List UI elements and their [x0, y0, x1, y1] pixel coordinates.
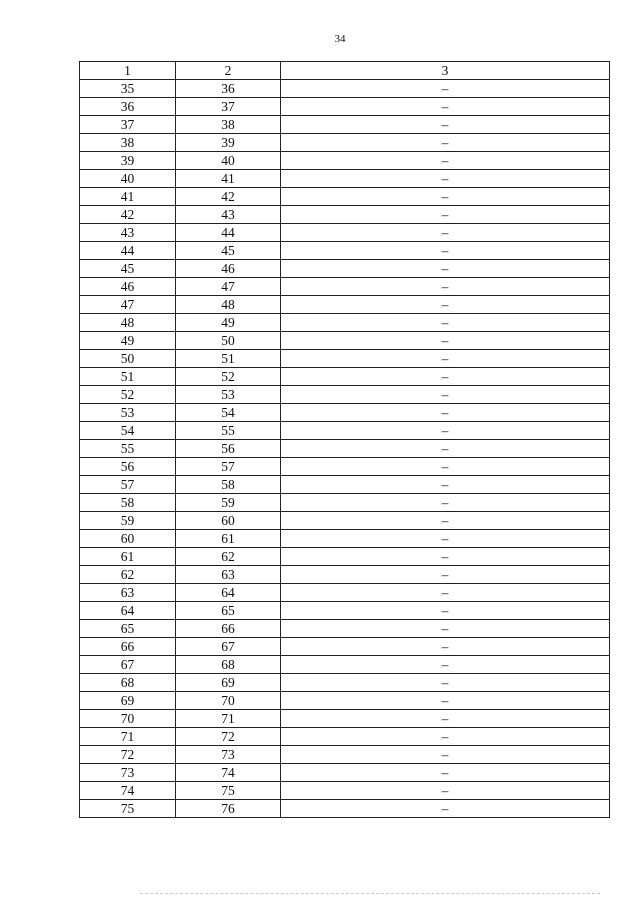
table-cell-col-1: 68 — [80, 674, 176, 692]
table-cell-col-2: 51 — [176, 350, 281, 368]
table-cell-col-3: – — [281, 656, 610, 674]
table-cell-col-1: 37 — [80, 116, 176, 134]
table-cell-col-3: – — [281, 800, 610, 818]
table-cell-col-3: – — [281, 494, 610, 512]
table-row — [80, 584, 610, 602]
table-cell-col-1: 52 — [80, 386, 176, 404]
table-cell-col-1: 73 — [80, 764, 176, 782]
table-row — [80, 332, 610, 350]
table-cell-col-3: – — [281, 134, 610, 152]
table-cell-col-3: – — [281, 188, 610, 206]
column-header-2: 2 — [176, 62, 281, 80]
table-row — [80, 800, 610, 818]
table-row — [80, 548, 610, 566]
table-cell-col-2: 44 — [176, 224, 281, 242]
table-cell-col-1: 62 — [80, 566, 176, 584]
table-cell-col-1: 35 — [80, 80, 176, 98]
table-cell-col-3: – — [281, 350, 610, 368]
table-row — [80, 566, 610, 584]
table-row — [80, 152, 610, 170]
table-row — [80, 80, 610, 98]
table-cell-col-2: 48 — [176, 296, 281, 314]
table-cell-col-2: 74 — [176, 764, 281, 782]
table-row — [80, 674, 610, 692]
table-row — [80, 422, 610, 440]
table-cell-col-2: 75 — [176, 782, 281, 800]
table-row — [80, 656, 610, 674]
table-cell-col-2: 45 — [176, 242, 281, 260]
table-cell-col-1: 38 — [80, 134, 176, 152]
table-cell-col-2: 59 — [176, 494, 281, 512]
table-row — [80, 98, 610, 116]
table-cell-col-2: 76 — [176, 800, 281, 818]
table-cell-col-3: – — [281, 422, 610, 440]
table-cell-col-1: 74 — [80, 782, 176, 800]
table-cell-col-2: 47 — [176, 278, 281, 296]
table-cell-col-1: 40 — [80, 170, 176, 188]
table-cell-col-3: – — [281, 80, 610, 98]
table-cell-col-3: – — [281, 602, 610, 620]
table-cell-col-1: 42 — [80, 206, 176, 224]
table-cell-col-1: 49 — [80, 332, 176, 350]
table-row — [80, 206, 610, 224]
table-row — [80, 782, 610, 800]
table-cell-col-2: 54 — [176, 404, 281, 422]
table-cell-col-3: – — [281, 584, 610, 602]
table-cell-col-2: 53 — [176, 386, 281, 404]
table-cell-col-3: – — [281, 170, 610, 188]
table-cell-col-1: 65 — [80, 620, 176, 638]
table-cell-col-1: 56 — [80, 458, 176, 476]
table-cell-col-2: 67 — [176, 638, 281, 656]
data-table — [79, 61, 610, 818]
table-cell-col-3: – — [281, 530, 610, 548]
table-cell-col-1: 71 — [80, 728, 176, 746]
table-cell-col-2: 69 — [176, 674, 281, 692]
table-cell-col-3: – — [281, 728, 610, 746]
table-row — [80, 638, 610, 656]
table-cell-col-1: 61 — [80, 548, 176, 566]
table-cell-col-2: 64 — [176, 584, 281, 602]
table-row — [80, 746, 610, 764]
table-cell-col-2: 73 — [176, 746, 281, 764]
table-cell-col-1: 44 — [80, 242, 176, 260]
table-row — [80, 116, 610, 134]
table-cell-col-2: 70 — [176, 692, 281, 710]
table-cell-col-3: – — [281, 116, 610, 134]
page-number: 34 — [334, 33, 346, 45]
table-cell-col-3: – — [281, 224, 610, 242]
table-cell-col-1: 55 — [80, 440, 176, 458]
table-row — [80, 350, 610, 368]
table-cell-col-3: – — [281, 764, 610, 782]
table-cell-col-3: – — [281, 242, 610, 260]
table-cell-col-3: – — [281, 278, 610, 296]
table-cell-col-3: – — [281, 566, 610, 584]
table-row — [80, 476, 610, 494]
column-header-1: 1 — [80, 62, 176, 80]
table-cell-col-1: 57 — [80, 476, 176, 494]
table-cell-col-2: 39 — [176, 134, 281, 152]
table-cell-col-2: 61 — [176, 530, 281, 548]
table-cell-col-3: – — [281, 296, 610, 314]
table-cell-col-1: 66 — [80, 638, 176, 656]
table-cell-col-3: – — [281, 152, 610, 170]
table-cell-col-3: – — [281, 512, 610, 530]
table-cell-col-2: 58 — [176, 476, 281, 494]
table-cell-col-1: 53 — [80, 404, 176, 422]
table-cell-col-2: 52 — [176, 368, 281, 386]
table-cell-col-3: – — [281, 404, 610, 422]
table-cell-col-3: – — [281, 620, 610, 638]
table-cell-col-3: – — [281, 548, 610, 566]
table-cell-col-2: 42 — [176, 188, 281, 206]
table-cell-col-3: – — [281, 314, 610, 332]
table-cell-col-3: – — [281, 368, 610, 386]
table-row — [80, 368, 610, 386]
table-cell-col-2: 57 — [176, 458, 281, 476]
table-row — [80, 458, 610, 476]
table-cell-col-3: – — [281, 440, 610, 458]
table-cell-col-1: 51 — [80, 368, 176, 386]
table-cell-col-2: 55 — [176, 422, 281, 440]
table-row — [80, 530, 610, 548]
table-cell-col-2: 63 — [176, 566, 281, 584]
table-cell-col-2: 62 — [176, 548, 281, 566]
table-cell-col-2: 43 — [176, 206, 281, 224]
table-cell-col-2: 50 — [176, 332, 281, 350]
table-row — [80, 404, 610, 422]
table-cell-col-2: 56 — [176, 440, 281, 458]
table-cell-col-3: – — [281, 332, 610, 350]
table-cell-col-3: – — [281, 710, 610, 728]
table-cell-col-3: – — [281, 692, 610, 710]
table-row — [80, 188, 610, 206]
table-cell-col-1: 47 — [80, 296, 176, 314]
table-cell-col-2: 36 — [176, 80, 281, 98]
table-cell-col-1: 72 — [80, 746, 176, 764]
table-cell-col-3: – — [281, 458, 610, 476]
table-cell-col-1: 41 — [80, 188, 176, 206]
table-cell-col-2: 71 — [176, 710, 281, 728]
table-cell-col-1: 39 — [80, 152, 176, 170]
table-row — [80, 692, 610, 710]
table-row — [80, 296, 610, 314]
table-cell-col-3: – — [281, 674, 610, 692]
table-cell-col-3: – — [281, 260, 610, 278]
table-cell-col-1: 48 — [80, 314, 176, 332]
table-row — [80, 278, 610, 296]
table-row — [80, 512, 610, 530]
table-cell-col-3: – — [281, 98, 610, 116]
table-cell-col-1: 50 — [80, 350, 176, 368]
table-cell-col-1: 64 — [80, 602, 176, 620]
table-cell-col-3: – — [281, 782, 610, 800]
column-header-3: 3 — [281, 62, 610, 80]
table-cell-col-2: 46 — [176, 260, 281, 278]
table-row — [80, 386, 610, 404]
table-cell-col-1: 45 — [80, 260, 176, 278]
table-cell-col-1: 63 — [80, 584, 176, 602]
table-cell-col-2: 37 — [176, 98, 281, 116]
table-cell-col-2: 38 — [176, 116, 281, 134]
table-cell-col-3: – — [281, 206, 610, 224]
table-cell-col-1: 59 — [80, 512, 176, 530]
table-cell-col-2: 68 — [176, 656, 281, 674]
table-cell-col-1: 46 — [80, 278, 176, 296]
table-row — [80, 224, 610, 242]
table-cell-col-1: 60 — [80, 530, 176, 548]
table-cell-col-1: 58 — [80, 494, 176, 512]
table-cell-col-2: 72 — [176, 728, 281, 746]
table-cell-col-2: 41 — [176, 170, 281, 188]
table-cell-col-1: 70 — [80, 710, 176, 728]
table-cell-col-1: 69 — [80, 692, 176, 710]
table-cell-col-1: 43 — [80, 224, 176, 242]
table-cell-col-2: 65 — [176, 602, 281, 620]
table-cell-col-2: 40 — [176, 152, 281, 170]
table-row — [80, 242, 610, 260]
table-body — [80, 80, 610, 818]
table-cell-col-3: – — [281, 638, 610, 656]
footer-scan-mark — [140, 893, 600, 897]
table-row — [80, 764, 610, 782]
table-cell-col-2: 66 — [176, 620, 281, 638]
table-row — [80, 602, 610, 620]
table-cell-col-1: 36 — [80, 98, 176, 116]
table-cell-col-2: 60 — [176, 512, 281, 530]
table-row — [80, 170, 610, 188]
table-cell-col-3: – — [281, 476, 610, 494]
table-cell-col-1: 75 — [80, 800, 176, 818]
table-row — [80, 728, 610, 746]
table-row — [80, 134, 610, 152]
table-cell-col-1: 67 — [80, 656, 176, 674]
table-row — [80, 710, 610, 728]
table-row — [80, 314, 610, 332]
table-row — [80, 440, 610, 458]
table-cell-col-1: 54 — [80, 422, 176, 440]
table-header-row — [80, 62, 610, 80]
table-row — [80, 260, 610, 278]
table-cell-col-3: – — [281, 746, 610, 764]
table-cell-col-2: 49 — [176, 314, 281, 332]
table-cell-col-3: – — [281, 386, 610, 404]
table-row — [80, 620, 610, 638]
table-row — [80, 494, 610, 512]
